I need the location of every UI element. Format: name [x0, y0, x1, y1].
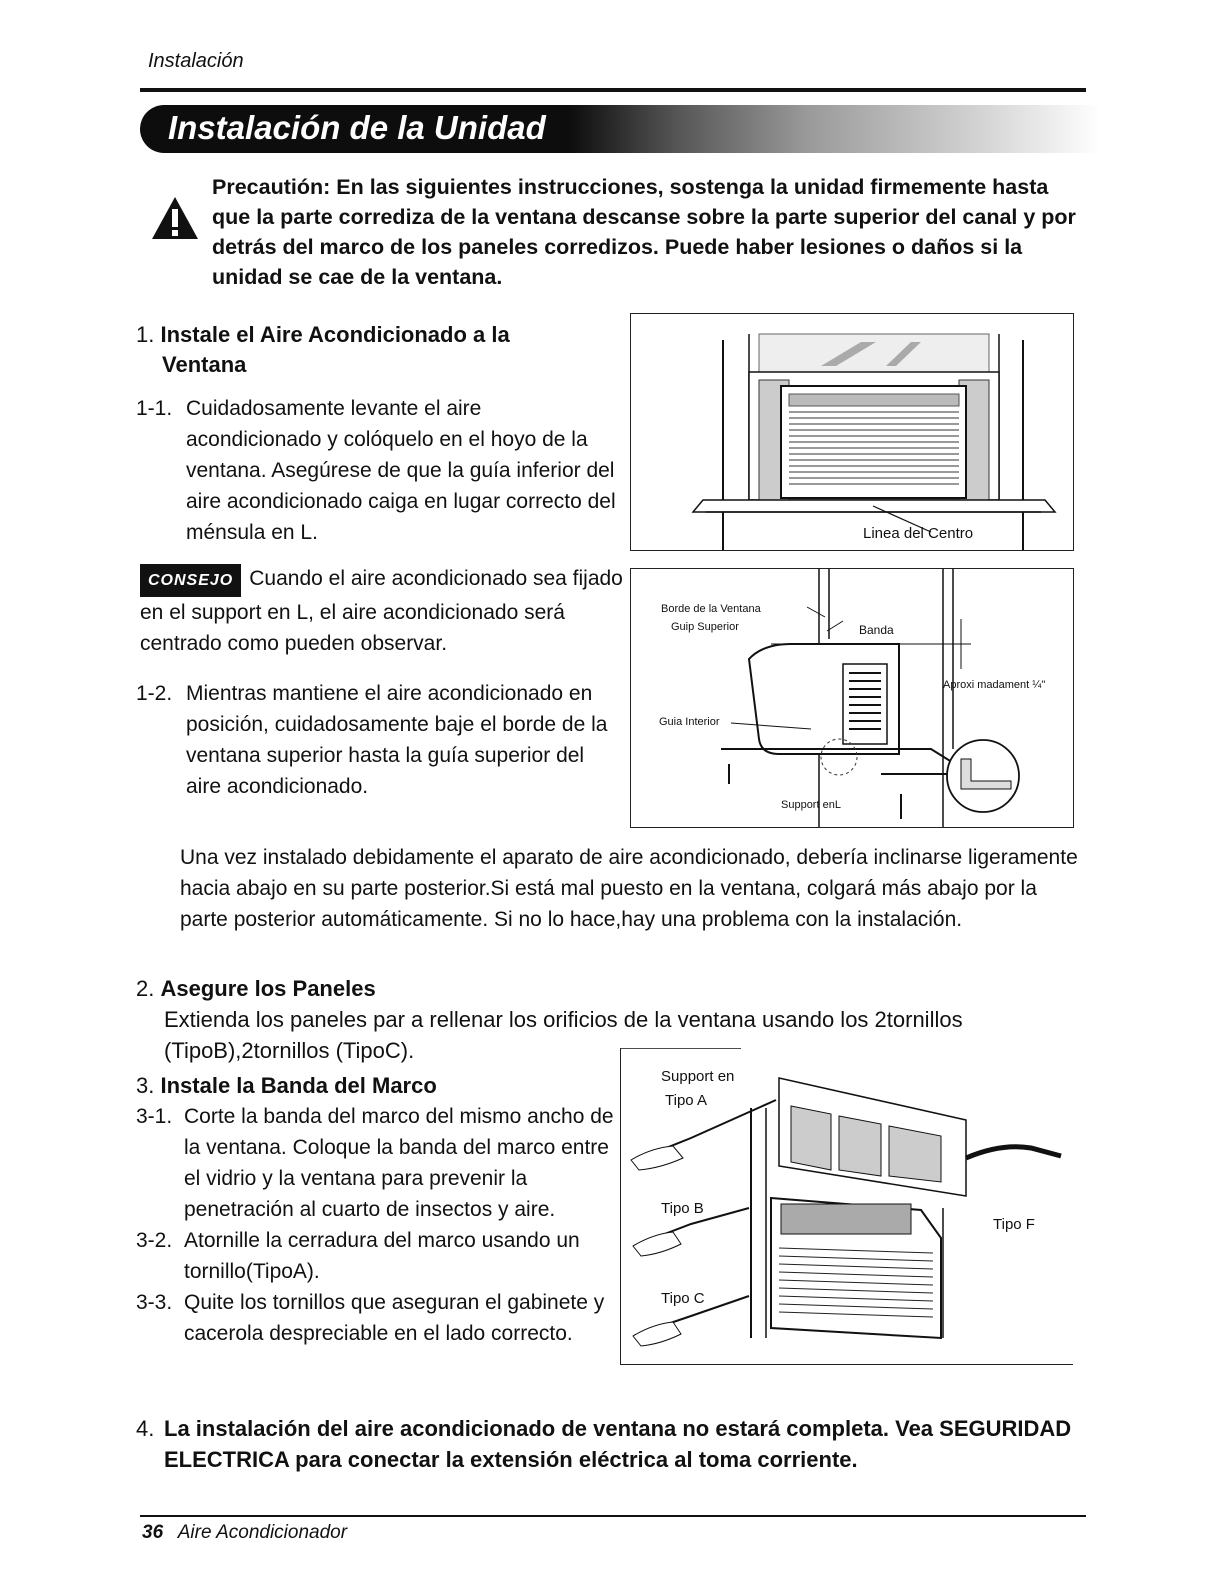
- tipo-b-label: Tipo B: [661, 1200, 704, 1217]
- figure-panel-install: [620, 1048, 1073, 1365]
- step3-item-text: Quite los tornillos que aseguran el gabinete y cacerola despreciable en el lado correcto.: [184, 1291, 605, 1345]
- step2-text: Extienda los paneles par a rellenar los orificios de la ventana usando los 2tornillos (TipoB),2tornillos (TipoC).: [164, 1007, 963, 1063]
- step3-heading: [136, 1070, 616, 1101]
- step1-1-text: Cuidadosamente levante el aire acondicionado y colóquelo en el hoyo de la ventana. Asegúrese de que la guía inferior del aire acondicionado caiga en lugar correcto del ménsula en L.: [186, 397, 616, 544]
- window-edge-label: Borde de la Ventana: [661, 603, 761, 615]
- banner-title: Instalación de la Unidad: [168, 109, 546, 146]
- section-banner: [140, 105, 970, 153]
- banner-fade: [570, 105, 1100, 153]
- step1-heading: [136, 320, 606, 380]
- header-rule: [140, 88, 1086, 92]
- step3-item-text: Atornille la cerradura del marco usando un tornillo(TipoA).: [184, 1229, 580, 1283]
- tipo-c-label: Tipo C: [661, 1290, 705, 1307]
- upper-guide-label: Guip Superior: [671, 621, 739, 633]
- footer-rule: [140, 1515, 1086, 1517]
- lower-guide-label: Guia Interior: [659, 716, 720, 728]
- tip-badge: CONSEJO: [140, 564, 241, 597]
- step1-number: 1.: [136, 322, 155, 347]
- step3-item: [136, 1101, 616, 1225]
- step3-number: 3.: [136, 1073, 155, 1098]
- figure-side-view: [630, 568, 1074, 828]
- step2-title: Asegure los Paneles: [160, 976, 376, 1001]
- step3-item-text: Corte la banda del marco del mismo ancho de la ventana. Coloque la banda del marco entre el vidrio y la ventana para prevenir la penetración al cuarto de insectos y aire.: [184, 1105, 614, 1221]
- step3-item: [136, 1225, 616, 1287]
- band-label: Banda: [859, 623, 894, 637]
- tip-text: Cuando el aire acondicionado sea fijado en el support en L, el aire acondicionado será centrado como pueden observar.: [140, 567, 623, 655]
- approx-label: Aproxi madament ¼": [943, 679, 1046, 691]
- step3-item-label: 3-2.: [136, 1229, 173, 1252]
- footer-title: Aire Acondicionador: [177, 1522, 348, 1543]
- step3-title: Instale la Banda del Marco: [160, 1073, 437, 1098]
- step1-1-label: 1-1.: [136, 397, 173, 420]
- step3-item-label: 3-1.: [136, 1105, 173, 1128]
- step1-2-label: 1-2.: [136, 682, 173, 705]
- running-header: Instalación: [148, 50, 244, 72]
- l-support-label: Support enL: [781, 799, 841, 811]
- tipo-f-label: Tipo F: [993, 1216, 1035, 1233]
- support-a-label-line2: Tipo A: [665, 1092, 707, 1109]
- step3: [136, 1070, 616, 1349]
- step1-title-line1: Instale el Aire Acondicionado a la: [160, 322, 510, 347]
- page-footer: [142, 1522, 347, 1544]
- caution-text: Precautión: En las siguientes instrucciones, sostenga la unidad firmemente hasta que la parte corrediza de la ventana descanse sobre la parte superior del canal y por detrás del marco de los paneles corredizos. Puede haber lesiones o daños si la unidad se cae de la ventana.: [212, 175, 1076, 289]
- page-number: 36: [142, 1522, 164, 1543]
- step1-2-text: Mientras mantiene el aire acondicionado en posición, cuidadosamente baje el borde de la ventana superior hasta la guía superior del aire acondicionado.: [186, 682, 608, 798]
- figure-window-front: [630, 313, 1074, 551]
- tip-block: [140, 563, 630, 659]
- step1-note: Una vez instalado debidamente el aparato de aire acondicionado, debería inclinarse ligeramente hacia abajo en su parte posterior.Si está mal puesto en la ventana, colgará más abajo por la parte posterior automáticamente. Si no lo hace,hay una problema con la instalación.: [180, 846, 1078, 931]
- step1-title-line2: Ventana: [162, 352, 247, 377]
- step4-number: 4.: [136, 1416, 155, 1441]
- warning-icon: [150, 195, 200, 241]
- figure-window-front-drawing: [631, 314, 1073, 550]
- support-a-label-line1: Support en: [661, 1068, 735, 1085]
- center-line-label: Linea del Centro: [863, 525, 974, 542]
- step3-item-label: 3-3.: [136, 1291, 173, 1314]
- step2-number: 2.: [136, 976, 155, 1001]
- step4-text: La instalación del aire acondicionado de ventana no estará completa. Vea SEGURIDAD ELECTRICA para conectar la extensión eléctrica al toma corriente.: [164, 1416, 1072, 1472]
- step2-heading: [136, 973, 1076, 1004]
- step3-item: [136, 1287, 616, 1349]
